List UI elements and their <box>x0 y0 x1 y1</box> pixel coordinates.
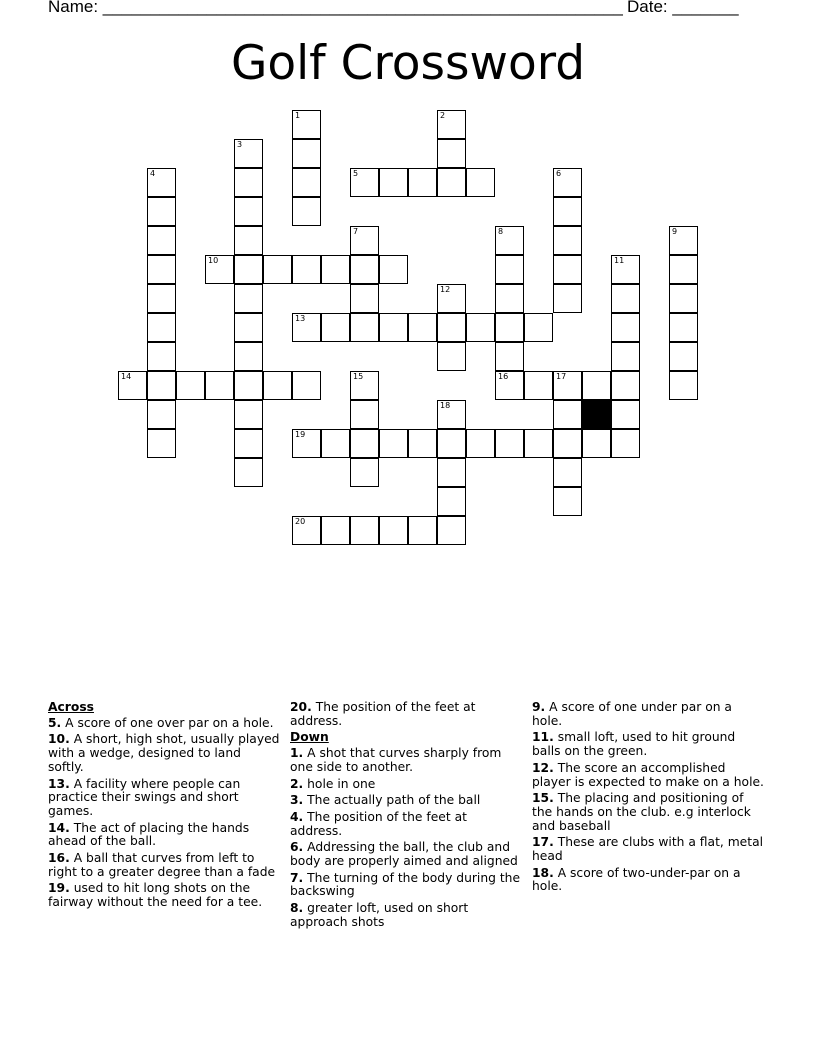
grid-cell[interactable] <box>234 458 263 487</box>
grid-cell[interactable] <box>524 371 553 400</box>
clues-column-1 <box>48 701 280 913</box>
grid-cell[interactable] <box>292 313 321 342</box>
down-clue <box>532 701 764 728</box>
clue-number: 7 <box>353 227 359 236</box>
clue-text: The placing and positioning of the hands on the club. e.g interlock and baseball <box>532 791 751 833</box>
grid-cell[interactable] <box>321 255 350 284</box>
down-heading: Down <box>290 730 329 745</box>
grid-cell[interactable] <box>437 429 466 458</box>
grid-cell[interactable] <box>234 139 263 168</box>
grid-cell[interactable] <box>234 429 263 458</box>
clue-text: small loft, used to hit ground balls on the green. <box>532 730 736 759</box>
clue-number-label: 1. <box>290 746 304 761</box>
grid-cell[interactable] <box>350 400 379 429</box>
grid-cell[interactable] <box>205 371 234 400</box>
grid-cell[interactable] <box>350 284 379 313</box>
clue-number: 18 <box>440 401 451 410</box>
grid-cell[interactable] <box>147 197 176 226</box>
across-heading: Across <box>48 700 94 714</box>
grid-cell[interactable] <box>669 371 698 400</box>
grid-cell[interactable] <box>234 197 263 226</box>
grid-cell[interactable] <box>611 313 640 342</box>
down-clue <box>532 762 764 789</box>
grid-cell[interactable] <box>437 168 466 197</box>
clue-number: 19 <box>295 430 306 439</box>
grid-cell[interactable] <box>147 168 176 197</box>
grid-cell[interactable] <box>379 313 408 342</box>
grid-cell[interactable] <box>350 429 379 458</box>
across-clue <box>48 717 280 731</box>
grid-cell[interactable] <box>437 284 466 313</box>
grid-cell[interactable] <box>466 168 495 197</box>
clue-number: 9 <box>672 227 678 236</box>
down-clue <box>532 792 764 833</box>
grid-cell[interactable] <box>611 400 640 429</box>
grid-cell[interactable] <box>437 313 466 342</box>
clue-text: These are clubs with a flat, metal head <box>532 835 764 864</box>
grid-cell[interactable] <box>408 313 437 342</box>
clues-column-3 <box>532 701 764 897</box>
clue-text: Addressing the ball, the club and body are properly aimed and aligned <box>290 840 518 869</box>
grid-cell[interactable] <box>321 516 350 545</box>
clue-number: 20 <box>295 517 306 526</box>
grid-cell[interactable] <box>408 516 437 545</box>
grid-cell[interactable] <box>437 458 466 487</box>
grid-cell[interactable] <box>437 400 466 429</box>
grid-cell[interactable] <box>669 342 698 371</box>
clue-number-label: 2. <box>290 776 304 791</box>
clue-text: The act of placing the hands ahead of the ball. <box>48 820 250 849</box>
down-clue <box>290 747 522 774</box>
grid-cell[interactable] <box>350 255 379 284</box>
across-clue <box>48 733 280 774</box>
clue-text: A facility where people can practice their swings and short games. <box>48 776 241 818</box>
clue-number: 5 <box>353 169 359 178</box>
clue-number: 6 <box>556 169 562 178</box>
grid-cell[interactable] <box>292 168 321 197</box>
grid-cell[interactable] <box>379 516 408 545</box>
grid-cell[interactable] <box>553 371 582 400</box>
grid-cell[interactable] <box>524 313 553 342</box>
clue-number: 2 <box>440 111 446 120</box>
grid-cell[interactable] <box>234 371 263 400</box>
clue-number-label: 14. <box>48 820 70 835</box>
grid-cell[interactable] <box>118 371 147 400</box>
black-cell <box>582 400 611 429</box>
grid-cell[interactable] <box>553 429 582 458</box>
clue-number-label: 6. <box>290 840 304 855</box>
grid-cell[interactable] <box>379 255 408 284</box>
name-field[interactable]: Name: _______________________________________________________ <box>48 0 623 16</box>
grid-cell[interactable] <box>350 516 379 545</box>
grid-cell[interactable] <box>350 458 379 487</box>
clue-number-label: 15. <box>532 791 554 806</box>
grid-cell[interactable] <box>147 313 176 342</box>
clue-number: 1 <box>295 111 301 120</box>
clue-number-label: 9. <box>532 700 546 714</box>
grid-cell[interactable] <box>379 429 408 458</box>
grid-cell[interactable] <box>234 342 263 371</box>
grid-cell[interactable] <box>408 429 437 458</box>
grid-cell[interactable] <box>437 110 466 139</box>
grid-cell[interactable] <box>292 139 321 168</box>
clue-text: used to hit long shots on the fairway without the need for a tee. <box>48 881 263 910</box>
clue-number: 15 <box>353 372 364 381</box>
grid-cell[interactable] <box>292 197 321 226</box>
down-clue <box>532 836 764 863</box>
clue-text: The turning of the body during the backswing <box>290 870 521 899</box>
clue-number-label: 3. <box>290 793 304 808</box>
across-clue <box>48 852 280 879</box>
clue-number-label: 16. <box>48 851 70 866</box>
clue-number: 10 <box>208 256 219 265</box>
down-clue <box>532 731 764 758</box>
grid-cell[interactable] <box>437 487 466 516</box>
grid-cell[interactable] <box>466 313 495 342</box>
down-clue <box>290 794 522 808</box>
grid-cell[interactable] <box>321 313 350 342</box>
across-clue <box>48 778 280 819</box>
clue-text: A score of one over par on a hole. <box>61 715 274 730</box>
across-clue <box>290 701 522 728</box>
down-clue <box>290 902 522 929</box>
grid-cell[interactable] <box>147 371 176 400</box>
clue-number: 16 <box>498 372 509 381</box>
clue-number-label: 20. <box>290 700 312 714</box>
down-clue <box>290 841 522 868</box>
clue-text: The position of the feet at address. <box>290 809 467 838</box>
clue-number: 14 <box>121 372 132 381</box>
clue-number-label: 19. <box>48 881 70 896</box>
grid-cell[interactable] <box>611 342 640 371</box>
down-clue <box>532 867 764 894</box>
grid-cell[interactable] <box>263 371 292 400</box>
clue-number: 4 <box>150 169 156 178</box>
grid-cell[interactable] <box>350 226 379 255</box>
grid-cell[interactable] <box>147 429 176 458</box>
clue-text: The score an accomplished player is expected to make on a hole. <box>532 760 764 789</box>
clue-number-label: 11. <box>532 730 554 745</box>
clue-text: A short, high shot, usually played with a wedge, designed to land softly. <box>48 732 280 774</box>
grid-cell[interactable] <box>669 226 698 255</box>
grid-cell[interactable] <box>553 226 582 255</box>
grid-cell[interactable] <box>495 342 524 371</box>
grid-cell[interactable] <box>350 313 379 342</box>
clue-number-label: 13. <box>48 776 70 791</box>
grid-cell[interactable] <box>553 487 582 516</box>
clue-number: 12 <box>440 285 451 294</box>
grid-cell[interactable] <box>611 429 640 458</box>
down-clue <box>290 872 522 899</box>
grid-cell[interactable] <box>495 313 524 342</box>
grid-cell[interactable] <box>611 371 640 400</box>
grid-cell[interactable] <box>553 284 582 313</box>
grid-cell[interactable] <box>524 429 553 458</box>
grid-cell[interactable] <box>408 168 437 197</box>
clue-number-label: 8. <box>290 901 304 916</box>
clue-number: 3 <box>237 140 243 149</box>
grid-cell[interactable] <box>176 371 205 400</box>
grid-cell[interactable] <box>611 284 640 313</box>
clue-number: 17 <box>556 372 567 381</box>
grid-cell[interactable] <box>669 313 698 342</box>
clue-text: A shot that curves sharply from one side to another. <box>290 746 502 774</box>
grid-cell[interactable] <box>292 429 321 458</box>
grid-cell[interactable] <box>234 226 263 255</box>
grid-cell[interactable] <box>553 458 582 487</box>
grid-cell[interactable] <box>669 284 698 313</box>
clue-number: 8 <box>498 227 504 236</box>
grid-cell[interactable] <box>553 168 582 197</box>
grid-cell[interactable] <box>495 255 524 284</box>
down-clue <box>290 778 522 792</box>
grid-cell[interactable] <box>437 516 466 545</box>
grid-cell[interactable] <box>495 284 524 313</box>
grid-cell[interactable] <box>147 342 176 371</box>
clue-text: The position of the feet at address. <box>290 700 476 728</box>
grid-cell[interactable] <box>350 371 379 400</box>
grid-cell[interactable] <box>553 197 582 226</box>
clue-number-label: 5. <box>48 715 62 730</box>
grid-cell[interactable] <box>147 255 176 284</box>
down-clue <box>290 811 522 838</box>
clue-text: The actually path of the ball <box>303 793 481 808</box>
date-field[interactable]: Date: _______ <box>627 0 739 16</box>
grid-cell[interactable] <box>147 284 176 313</box>
clue-number-label: 7. <box>290 870 304 885</box>
clue-text: A score of one under par on a hole. <box>532 700 732 728</box>
grid-cell[interactable] <box>669 255 698 284</box>
grid-cell[interactable] <box>553 255 582 284</box>
clue-text: greater loft, used on short approach shots <box>290 901 469 929</box>
clue-number: 13 <box>295 314 306 323</box>
grid-cell[interactable] <box>292 516 321 545</box>
across-clue <box>48 882 280 909</box>
grid-cell[interactable] <box>263 255 292 284</box>
clue-number-label: 4. <box>290 809 304 824</box>
grid-cell[interactable] <box>205 255 234 284</box>
grid-cell[interactable] <box>495 226 524 255</box>
page-title: Golf Crossword <box>230 36 586 91</box>
grid-cell[interactable] <box>495 371 524 400</box>
clue-number-label: 18. <box>532 865 554 880</box>
grid-cell[interactable] <box>582 429 611 458</box>
grid-cell[interactable] <box>582 371 611 400</box>
clue-text: A ball that curves from left to right to a greater degree than a fade <box>48 851 276 879</box>
grid-cell[interactable] <box>437 139 466 168</box>
grid-cell[interactable] <box>553 400 582 429</box>
grid-cell[interactable] <box>611 255 640 284</box>
clue-number-label: 17. <box>532 835 554 850</box>
grid-cell[interactable] <box>437 342 466 371</box>
clues-column-2 <box>290 701 522 933</box>
grid-cell[interactable] <box>292 255 321 284</box>
across-clue <box>48 822 280 849</box>
grid-cell[interactable] <box>321 429 350 458</box>
grid-cell[interactable] <box>234 313 263 342</box>
grid-cell[interactable] <box>147 400 176 429</box>
grid-cell[interactable] <box>234 255 263 284</box>
grid-cell[interactable] <box>292 110 321 139</box>
grid-cell[interactable] <box>292 371 321 400</box>
clue-text: hole in one <box>303 776 376 791</box>
grid-cell[interactable] <box>234 168 263 197</box>
clue-number-label: 12. <box>532 760 554 775</box>
grid-cell[interactable] <box>234 284 263 313</box>
grid-cell[interactable] <box>350 168 379 197</box>
clue-text: A score of two-under-par on a hole. <box>532 865 741 894</box>
grid-cell[interactable] <box>495 429 524 458</box>
clue-number-label: 10. <box>48 732 70 747</box>
grid-cell[interactable] <box>466 429 495 458</box>
grid-cell[interactable] <box>234 400 263 429</box>
grid-cell[interactable] <box>379 168 408 197</box>
grid-cell[interactable] <box>147 226 176 255</box>
clue-number: 11 <box>614 256 625 265</box>
